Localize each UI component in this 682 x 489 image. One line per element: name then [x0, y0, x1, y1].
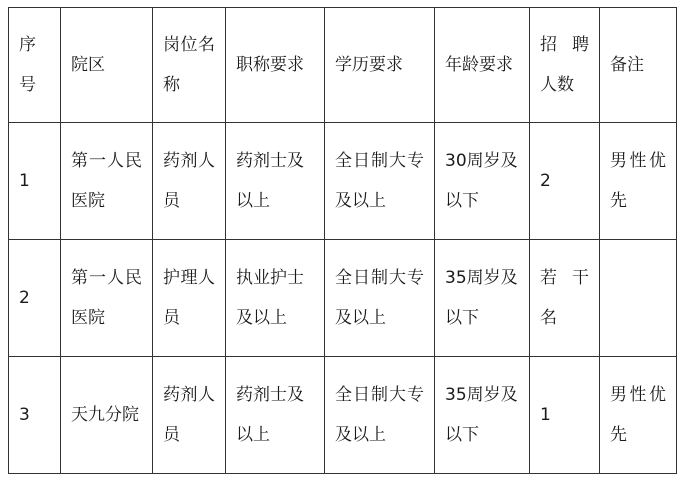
header-education-requirement: 学历要求	[325, 8, 435, 123]
cell-age-requirement: 30周岁及以下	[435, 123, 530, 240]
header-note: 备注	[600, 8, 677, 123]
cell-index: 2	[9, 240, 61, 357]
cell-title-requirement: 药剂士及以上	[226, 357, 325, 474]
cell-age-requirement: 35周岁及以下	[435, 357, 530, 474]
cell-note: 男性优先	[600, 357, 677, 474]
cell-hospital: 天九分院	[61, 357, 153, 474]
cell-index: 3	[9, 357, 61, 474]
table-row	[9, 123, 677, 240]
cell-index: 1	[9, 123, 61, 240]
header-title-requirement: 职称要求	[226, 8, 325, 123]
cell-recruit-count: 若干名	[530, 240, 600, 357]
cell-note	[600, 240, 677, 357]
recruitment-table	[8, 7, 677, 474]
cell-position: 药剂人员	[153, 357, 226, 474]
cell-education-requirement: 全日制大专及以上	[325, 240, 435, 357]
cell-hospital: 第一人民医院	[61, 123, 153, 240]
header-hospital: 院区	[61, 8, 153, 123]
cell-hospital: 第一人民医院	[61, 240, 153, 357]
cell-title-requirement: 药剂士及以上	[226, 123, 325, 240]
table-header-row	[9, 8, 677, 123]
cell-note: 男性优先	[600, 123, 677, 240]
header-index: 序号	[9, 8, 61, 123]
table-row	[9, 240, 677, 357]
cell-recruit-count: 2	[530, 123, 600, 240]
header-recruit-count: 招聘人数	[530, 8, 600, 123]
header-age-requirement: 年龄要求	[435, 8, 530, 123]
table-row	[9, 357, 677, 474]
cell-age-requirement: 35周岁及以下	[435, 240, 530, 357]
cell-education-requirement: 全日制大专及以上	[325, 123, 435, 240]
cell-position: 药剂人员	[153, 123, 226, 240]
cell-position: 护理人员	[153, 240, 226, 357]
header-position: 岗位名称	[153, 8, 226, 123]
cell-recruit-count: 1	[530, 357, 600, 474]
cell-education-requirement: 全日制大专及以上	[325, 357, 435, 474]
cell-title-requirement: 执业护士及以上	[226, 240, 325, 357]
